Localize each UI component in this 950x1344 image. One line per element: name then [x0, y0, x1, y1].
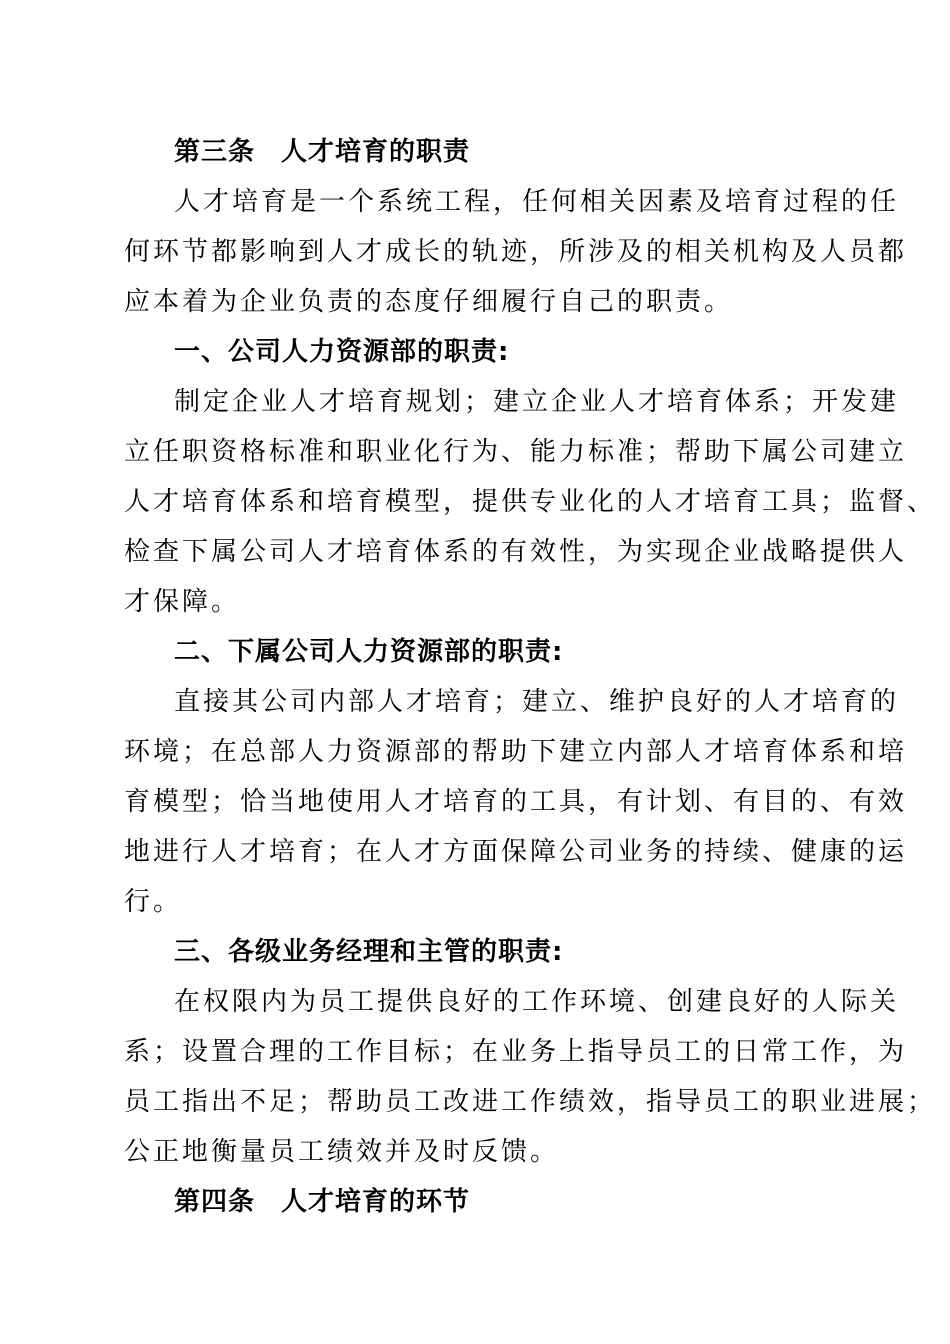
section-1-line-3: 人才培育体系和培育模型，提供专业化的人才培育工具；监督、 [124, 487, 937, 517]
section-2-line-4: 地进行人才培育；在人才方面保障公司业务的持续、健康的运 [124, 837, 908, 867]
section-2-line-2: 环境；在总部人力资源部的帮助下建立内部人才培育体系和培 [124, 737, 908, 767]
article-4-heading [174, 1184, 834, 1220]
section-1-line-1: 制定企业人才培育规划；建立企业人才培育体系；开发建 [174, 387, 900, 417]
section-3-line-4: 公正地衡量员工绩效并及时反馈。 [124, 1137, 560, 1167]
article-3-intro-line-1: 人才培育是一个系统工程，任何相关因素及培育过程的任 [174, 187, 900, 217]
section-3-heading: 三、各级业务经理和主管的职责: [174, 937, 564, 967]
section-3-line-1: 在权限内为员工提供良好的工作环境、创建良好的人际关 [174, 987, 900, 1017]
article-3-heading [174, 134, 834, 170]
section-3-line-2: 系；设置合理的工作目标；在业务上指导员工的日常工作，为 [124, 1037, 908, 1067]
section-1-line-5: 才保障。 [124, 587, 241, 617]
section-2-line-1: 直接其公司内部人才培育；建立、维护良好的人才培育的 [174, 687, 900, 717]
section-2-heading: 二、下属公司人力资源部的职责: [174, 637, 564, 667]
article-3-intro-line-3: 应本着为企业负责的态度仔细履行自己的职责。 [124, 287, 734, 317]
section-2-line-3: 育模型；恰当地使用人才培育的工具，有计划、有目的、有效 [124, 787, 908, 817]
article-3-title: 人才培育的职责 [281, 137, 471, 167]
article-3-label: 第三条 [174, 137, 256, 167]
section-1-line-4: 检查下属公司人才培育体系的有效性，为实现企业战略提供人 [124, 537, 908, 567]
article-4-label: 第四条 [174, 1187, 256, 1217]
section-1-line-2: 立任职资格标准和职业化行为、能力标准；帮助下属公司建立 [124, 437, 908, 467]
article-4-title: 人才培育的环节 [281, 1187, 471, 1217]
section-1-heading: 一、公司人力资源部的职责: [174, 337, 510, 367]
section-3-line-3: 员工指出不足；帮助员工改进工作绩效，指导员工的职业进展； [124, 1087, 937, 1117]
article-3-intro-line-2: 何环节都影响到人才成长的轨迹，所涉及的相关机构及人员都 [124, 237, 908, 267]
section-2-line-5: 行。 [124, 887, 183, 917]
